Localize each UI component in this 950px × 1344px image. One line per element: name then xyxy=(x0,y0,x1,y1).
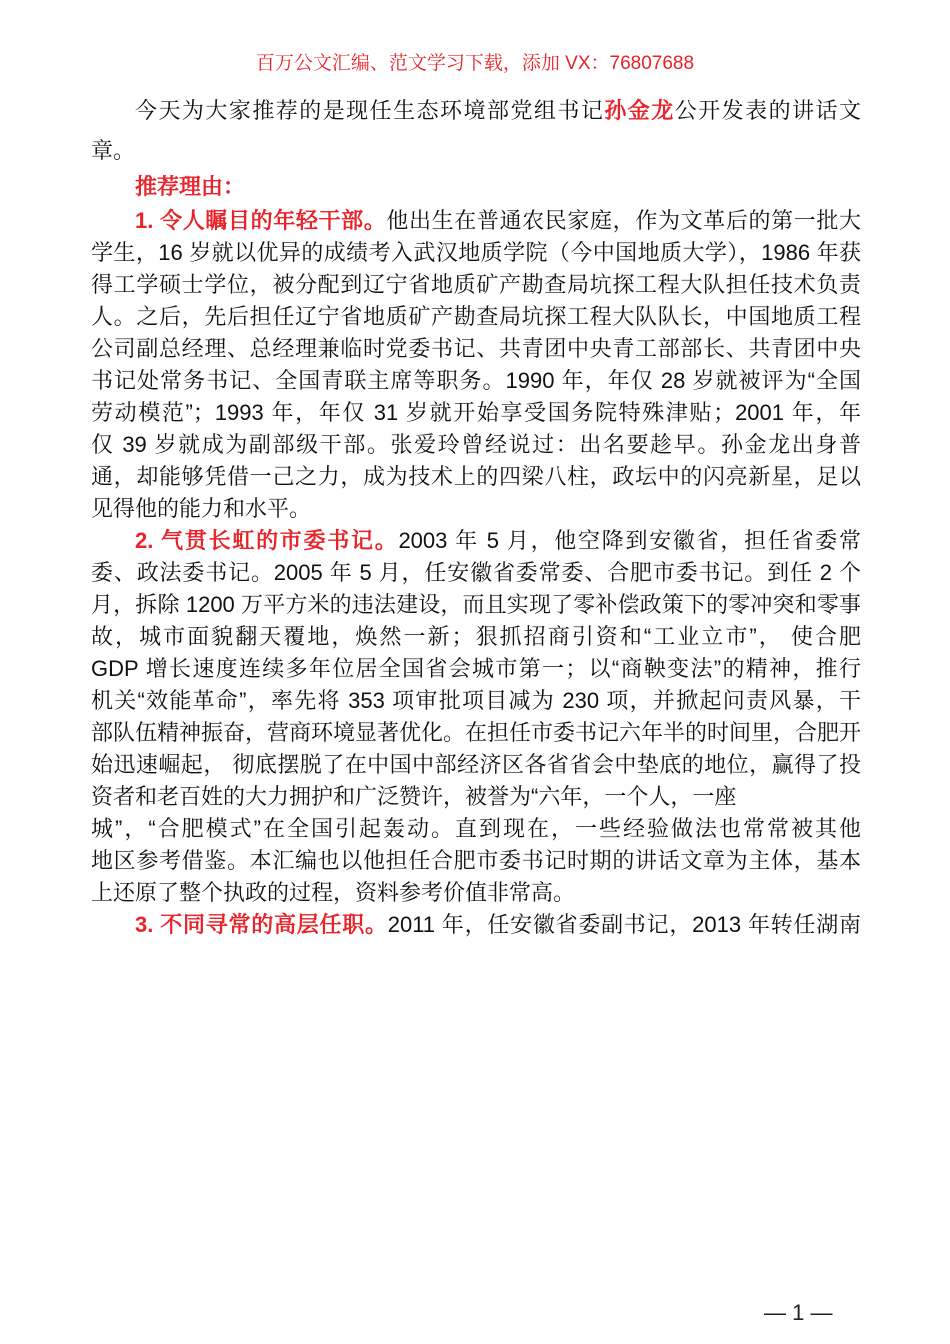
line-text: 城”，“合肥模式”在全国引起轰动。直到现在，一些经验做法也常常被其他 xyxy=(91,816,861,841)
line-text: 书记处常务书记、全国青联主席等职务。1990 年，年仅 28 岁就被评为“全国 xyxy=(91,368,861,393)
text-line xyxy=(91,589,861,621)
document-body xyxy=(91,95,861,941)
text-line xyxy=(91,653,861,685)
text-line xyxy=(91,685,861,717)
line-text: 今天为大家推荐的是现任生态环境部党组书记 xyxy=(135,98,605,123)
line-text: 上还原了整个执政的过程，资料参考价值非常高。 xyxy=(91,880,576,905)
highlight-text: 3. 不同寻常的高层任职。 xyxy=(135,912,388,937)
highlight-text: 推荐理由： xyxy=(135,174,246,199)
text-line xyxy=(91,333,861,365)
text-line xyxy=(91,205,861,237)
line-text: 部队伍精神振奋，营商环境显著优化。在担任市委书记六年半的时间里，合肥开 xyxy=(91,720,862,745)
line-text: 2011 年，任安徽省委副书记，2013 年转任湖南 xyxy=(387,912,861,937)
line-text: 见得他的能力和水平。 xyxy=(91,496,312,521)
highlight-text: 孙金龙 xyxy=(604,98,675,123)
line-text: 故，城市面貌翻天覆地，焕然一新；狠抓招商引资和“工业立市”， 使合肥 xyxy=(91,624,861,649)
text-line xyxy=(91,461,861,493)
line-text: 得工学硕士学位，被分配到辽宁省地质矿产勘查局坑探工程大队担任技术负责 xyxy=(91,272,861,297)
text-line xyxy=(91,429,861,461)
line-text: 地区参考借鉴。本汇编也以他担任合肥市委书记时期的讲话文章为主体，基本 xyxy=(91,848,861,873)
line-text: 学生，16 岁就以优异的成绩考入武汉地质学院（今中国地质大学），1986 年获 xyxy=(91,240,861,265)
watermark-header: 百万公文汇编、范文学习下载，添加 VX：76807688 xyxy=(255,53,695,74)
line-text: 月，拆除 1200 万平方米的违法建设，而且实现了零补偿政策下的零冲突和零事 xyxy=(91,592,861,617)
highlight-text: 2. 气贯长虹的市委书记。 xyxy=(135,528,399,553)
line-text: 通，却能够凭借一己之力，成为技术上的四梁八柱，政坛中的闪亮新星，足以 xyxy=(91,464,861,489)
line-text: 公司副总经理、总经理兼临时党委书记、共青团中央青工部部长、共青团中央 xyxy=(91,336,861,361)
text-line xyxy=(91,301,861,333)
line-text: 机关“效能革命”，率先将 353 项审批项目减为 230 项，并掀起问责风暴，干 xyxy=(91,688,861,713)
line-text: 仅 39 岁就成为副部级干部。张爱玲曾经说过：出名要趁早。孙金龙出身普 xyxy=(91,432,861,457)
page-number: — 1 — xyxy=(764,1300,833,1325)
text-line xyxy=(91,813,861,845)
text-line xyxy=(91,171,861,205)
text-line xyxy=(91,717,861,749)
text-line xyxy=(91,621,861,653)
line-text: 资者和老百姓的大力拥护和广泛赞许，被誉为“六年，一个人，一座 xyxy=(91,784,737,809)
line-text: 章。 xyxy=(91,138,136,163)
text-line xyxy=(91,845,861,877)
line-text: 2003 年 5 月，他空降到安徽省，担任省委常 xyxy=(398,528,861,553)
text-line xyxy=(91,877,861,909)
line-text: 始迅速崛起， 彻底摆脱了在中国中部经济区各省省会中垫底的地位，赢得了投 xyxy=(91,752,861,777)
text-line xyxy=(91,237,861,269)
highlight-text: 1. 令人瞩目的年轻干部。 xyxy=(135,208,387,233)
line-text: 委、政法委书记。2005 年 5 月，任安徽省委常委、合肥市委书记。到任 2 个 xyxy=(91,560,861,585)
text-line xyxy=(91,269,861,301)
text-line xyxy=(91,135,861,171)
text-line xyxy=(91,909,861,941)
text-line xyxy=(91,493,861,525)
text-line xyxy=(91,397,861,429)
text-line xyxy=(91,365,861,397)
line-text: 他出生在普通农民家庭，作为文革后的第一批大 xyxy=(386,208,861,233)
text-line xyxy=(91,95,861,135)
line-text: 公开发表的讲话文 xyxy=(674,98,861,123)
text-line xyxy=(91,749,861,781)
line-text: GDP 增长速度连续多年位居全国省会城市第一；以“商鞅变法”的精神，推行 xyxy=(91,656,861,681)
text-line xyxy=(91,557,861,589)
line-text: 人。之后，先后担任辽宁省地质矿产勘查局坑探工程大队队长，中国地质工程 xyxy=(91,304,861,329)
text-line xyxy=(91,781,861,813)
text-line xyxy=(91,525,861,557)
line-text: 劳动模范”；1993 年，年仅 31 岁就开始享受国务院特殊津贴；2001 年，年 xyxy=(91,400,861,425)
